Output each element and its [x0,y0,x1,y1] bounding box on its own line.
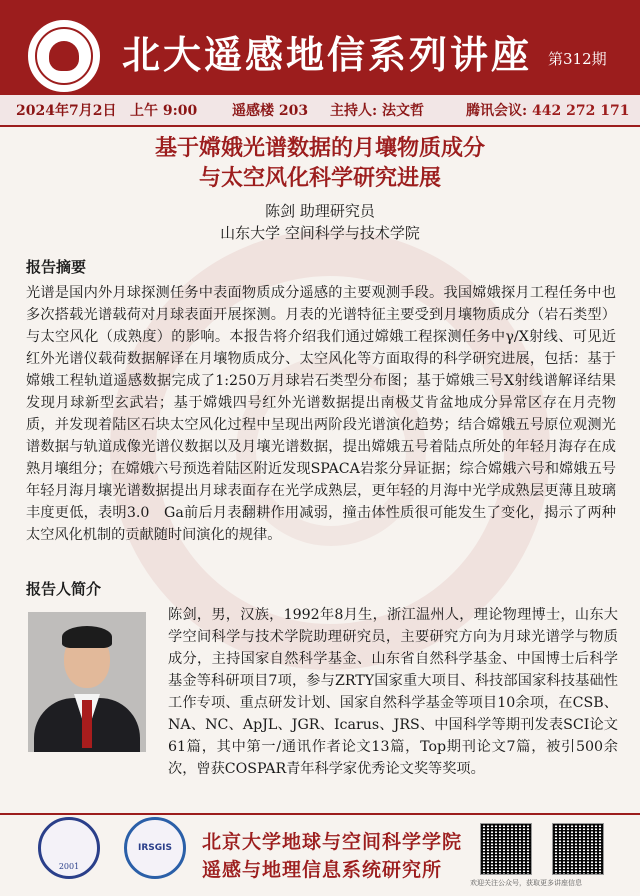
speaker-block [0,200,640,244]
bio-heading: 报告人简介 [26,580,102,598]
qr-code-1[interactable] [480,823,532,875]
talk-title-line1: 基于嫦娥光谱数据的月壤物质成分 [154,135,485,161]
meeting-label: 腾讯会议: [466,103,528,119]
talk-title [0,133,640,193]
institution-line2: 遥感与地理信息系统研究所 [202,859,443,881]
irsgis-label: IRSGIS [138,843,172,853]
speaker-affiliation: 山东大学 空间科学与技术学院 [220,224,420,242]
speaker-name: 陈剑 助理研究员 [265,202,375,220]
event-date: 2024年7月2日 [16,103,117,119]
footer-divider [0,813,640,815]
header-banner [0,0,640,95]
event-host: 主持人: 法文哲 [330,103,425,119]
institution-line1: 北京大学地球与空间科学学院 [202,831,463,853]
abstract-heading: 报告摘要 [26,258,87,276]
abstract-text: 光谱是国内外月球探测任务中表面物质成分遥感的主要观测手段。我国嫦娥探月工程任务中也多次搭载光谱载荷对月球表面开展探测。月表的光谱特征主要受到月壤物质成分（岩石类型）与太空风化（成熟度）的影响。本报告将介绍我们通过嫦娥工程探测任务中γ/X射线、可见近红外光谱仪载荷数据解译在月壤物质成分、太空风化等方面取得的科学研究进展，包括：基于嫦娥工程轨道遥感数据完成了1:250万月球岩石类型分布图；基于嫦娥三号X射线谱解译结果发现月球新型玄武岩；基于嫦娥四号红外光谱数据提出南极艾肯盆地成分异常区存在月壳物质，并发现着陆区石块太空风化过程中呈现出两阶段光谱演化趋势；结合嫦娥五号原位观测光谱数据与轨道成像光谱仪数据以及月壤光谱数据，提出嫦娥五号着陆点所处的年轻月海存在成熟月壤组分；在嫦娥六号预选着陆区附近发现SPACA岩浆分异证据；综合嫦娥六号和嫦娥五号年轻月海月壤光谱数据提出月球表面存在光学成熟层，更年轻的月海中光学成熟层更薄且玻璃丰度更低，表明3.0 Ga前后月表翻耕作用减弱，撞击体性质很可能发生了变化，揭示了两种太空风化机制的贡献随时间演化的规律。 [26,285,616,543]
school-seal-logo [38,817,100,879]
qr-caption: 欢迎关注公众号，获取更多讲座信息 [470,879,582,887]
institution-block [202,828,462,884]
talk-title-line2: 与太空风化科学研究进展 [198,165,441,191]
meeting-info [466,100,629,120]
irsgis-logo [124,817,186,879]
peking-university-logo [28,20,100,92]
seal-year: 2001 [58,861,80,871]
series-title: 北大遥感地信系列讲座 [122,32,533,77]
event-venue: 遥感楼 203 [232,103,309,119]
qr-code-2[interactable] [552,823,604,875]
bio-text: 陈剑，男，汉族，1992年8月生，浙江温州人，理论物理博士，山东大学空间科学与技术学院助理研究员，主要研究方向为月球光谱学与物质成分，主持国家自然科学基金、山东省自然科学基金、中国博士后科学基金等科研项目7项，参与ZRTY国家重大项目、科技部国家科技基础性工作专项、重点研发计划、国家自然科学基金等项目10余项，在CSB、NA、NC、ApJL、JGR、Icarus、JRS、中国科学等期刊发表SCI论文61篇，其中第一/通讯作者论文13篇，Top期刊论文7篇，被引500余次，曾获COSPAR青年科学家优秀论文奖等奖项。 [168,607,618,777]
speaker-photo [28,612,146,752]
event-time: 上午 9:00 [130,103,198,119]
event-info-bar [0,95,640,127]
meeting-id: 442 272 171 [532,103,630,119]
issue-number: 第312期 [548,50,607,68]
